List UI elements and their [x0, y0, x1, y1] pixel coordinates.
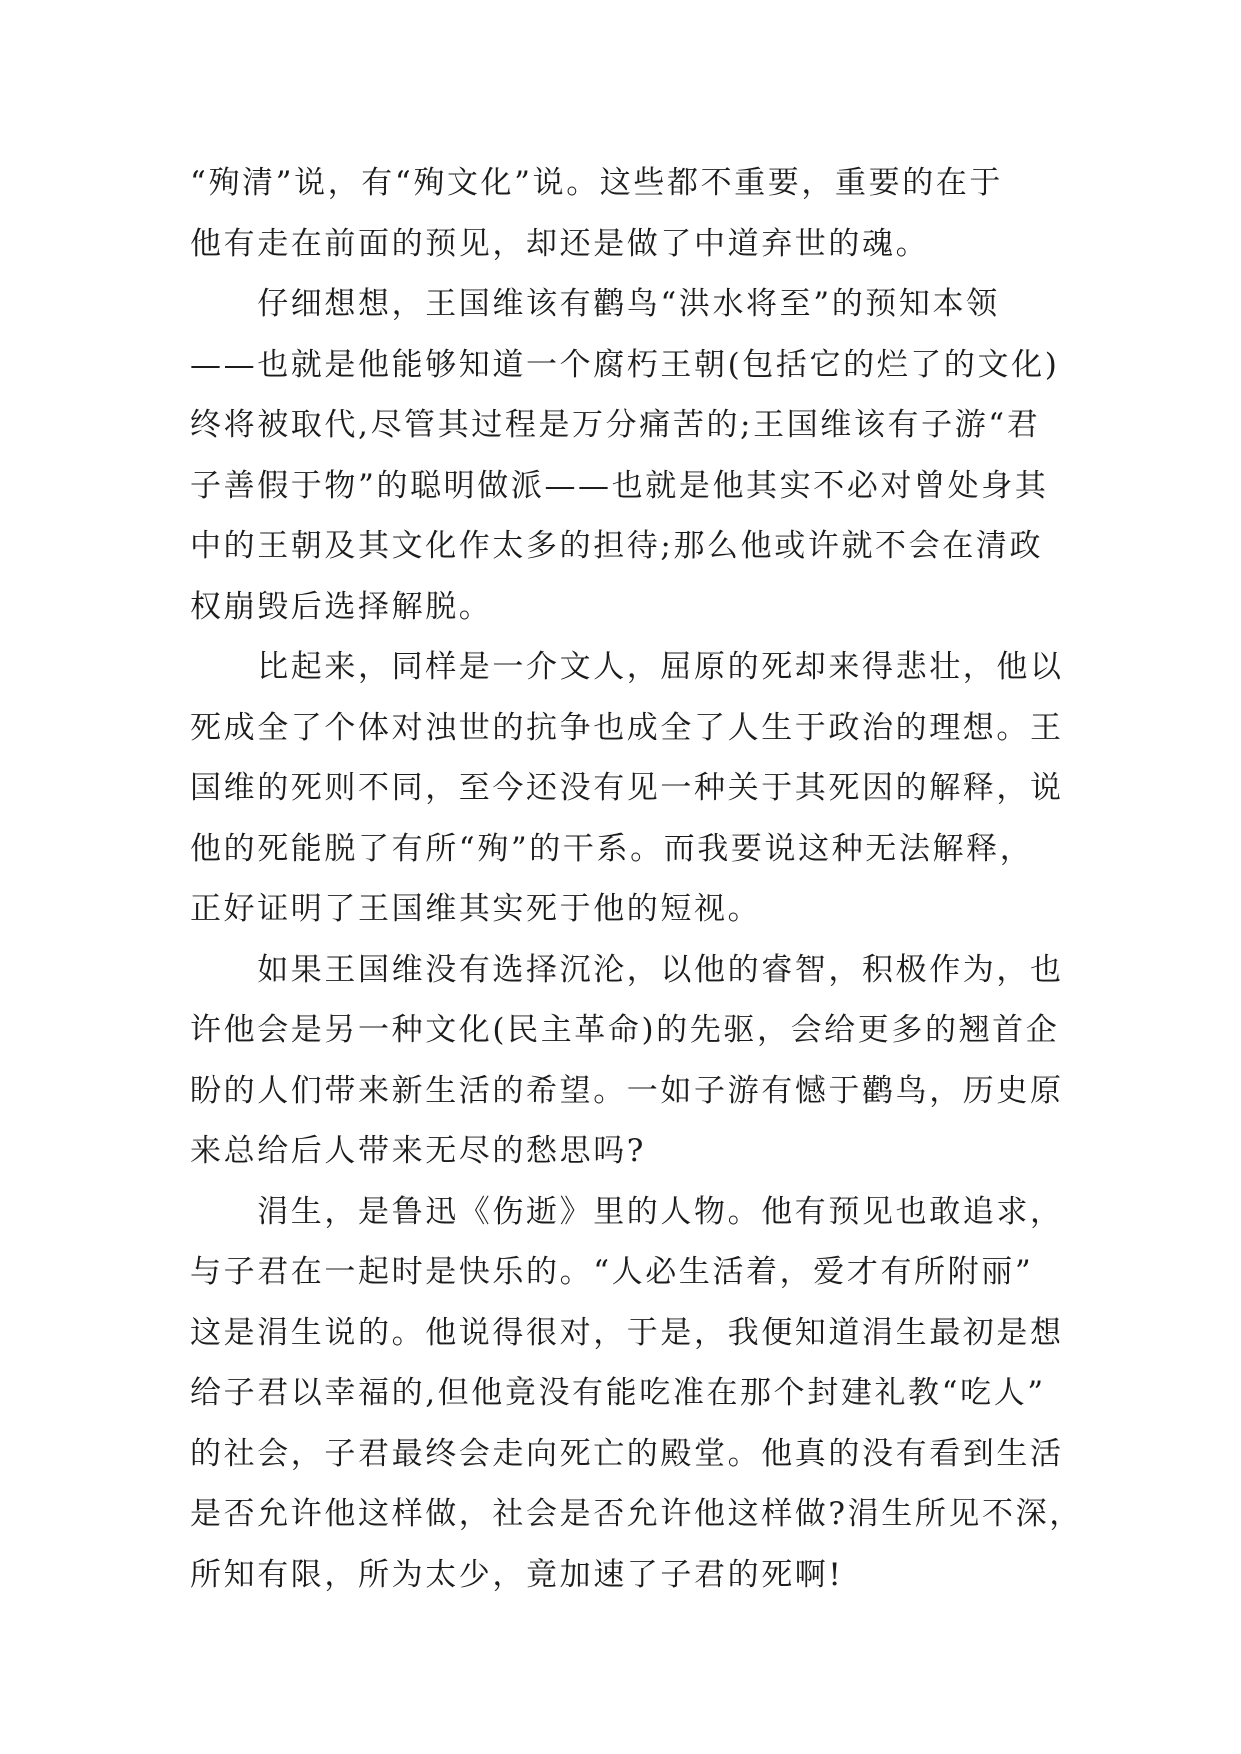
text-line: 许他会是另一种文化(民主革命)的先驱，会给更多的翘首企 [190, 1012, 1060, 1048]
text-line: 仔细想想，王国维该有鹳鸟“洪水将至”的预知本领 [190, 286, 1000, 322]
text-line: 给子君以幸福的,但他竟没有能吃准在那个封建礼教“吃人” [190, 1375, 1046, 1411]
text-line: 终将被取代,尽管其过程是万分痛苦的;王国维该有子游“君 [190, 407, 1041, 443]
text-line: 与子君在一起时是快乐的。“人必生活着，爱才有所附丽” [190, 1254, 1034, 1290]
text-line: 来总给后人带来无尽的愁思吗? [190, 1133, 647, 1169]
text-line: 他有走在前面的预见，却还是做了中道弃世的魂。 [190, 225, 930, 262]
text-line: 比起来，同样是一介文人，屈原的死却来得悲壮，他以 [190, 649, 1064, 685]
text-line: 的社会，子君最终会走向死亡的殿堂。他真的没有看到生活 [190, 1435, 1064, 1472]
text-line: 盼的人们带来新生活的希望。一如子游有憾于鹳鸟，历史原 [190, 1072, 1064, 1109]
text-line: 国维的死则不同，至今还没有见一种关于其死因的解释，说 [190, 770, 1064, 806]
text-line: 子善假于物”的聪明做派——也就是他其实不必对曾处身其 [190, 467, 1049, 504]
text-line: 正好证明了王国维其实死于他的短视。 [190, 891, 762, 927]
text-line: 如果王国维没有选择沉沦，以他的睿智，积极作为，也 [190, 951, 1064, 988]
text-line: 涓生，是鲁迅《伤逝》里的人物。他有预见也敢追求， [190, 1193, 1064, 1230]
text-line: 是否允许他这样做，社会是否允许他这样做?涓生所见不深， [190, 1496, 1083, 1532]
text-line: 中的王朝及其文化作太多的担待;那么他或许就不会在清政 [190, 528, 1044, 564]
text-line: 权崩毁后选择解脱。 [190, 588, 493, 625]
text-line: “殉清”说，有“殉文化”说。这些都不重要，重要的在于 [190, 165, 1003, 201]
text-line: 所知有限，所为太少，竟加速了子君的死啊! [190, 1556, 844, 1593]
text-line: 他的死能脱了有所“殉”的干系。而我要说这种无法解释， [190, 830, 1034, 867]
body-text [190, 153, 1083, 1605]
text-line: 这是涓生说的。他说得很对，于是，我便知道涓生最初是想 [190, 1314, 1064, 1351]
text-line: 死成全了个体对浊世的抗争也成全了人生于政治的理想。王 [190, 709, 1064, 746]
text-line: ——也就是他能够知道一个腐朽王朝(包括它的烂了的文化) [190, 346, 1060, 383]
